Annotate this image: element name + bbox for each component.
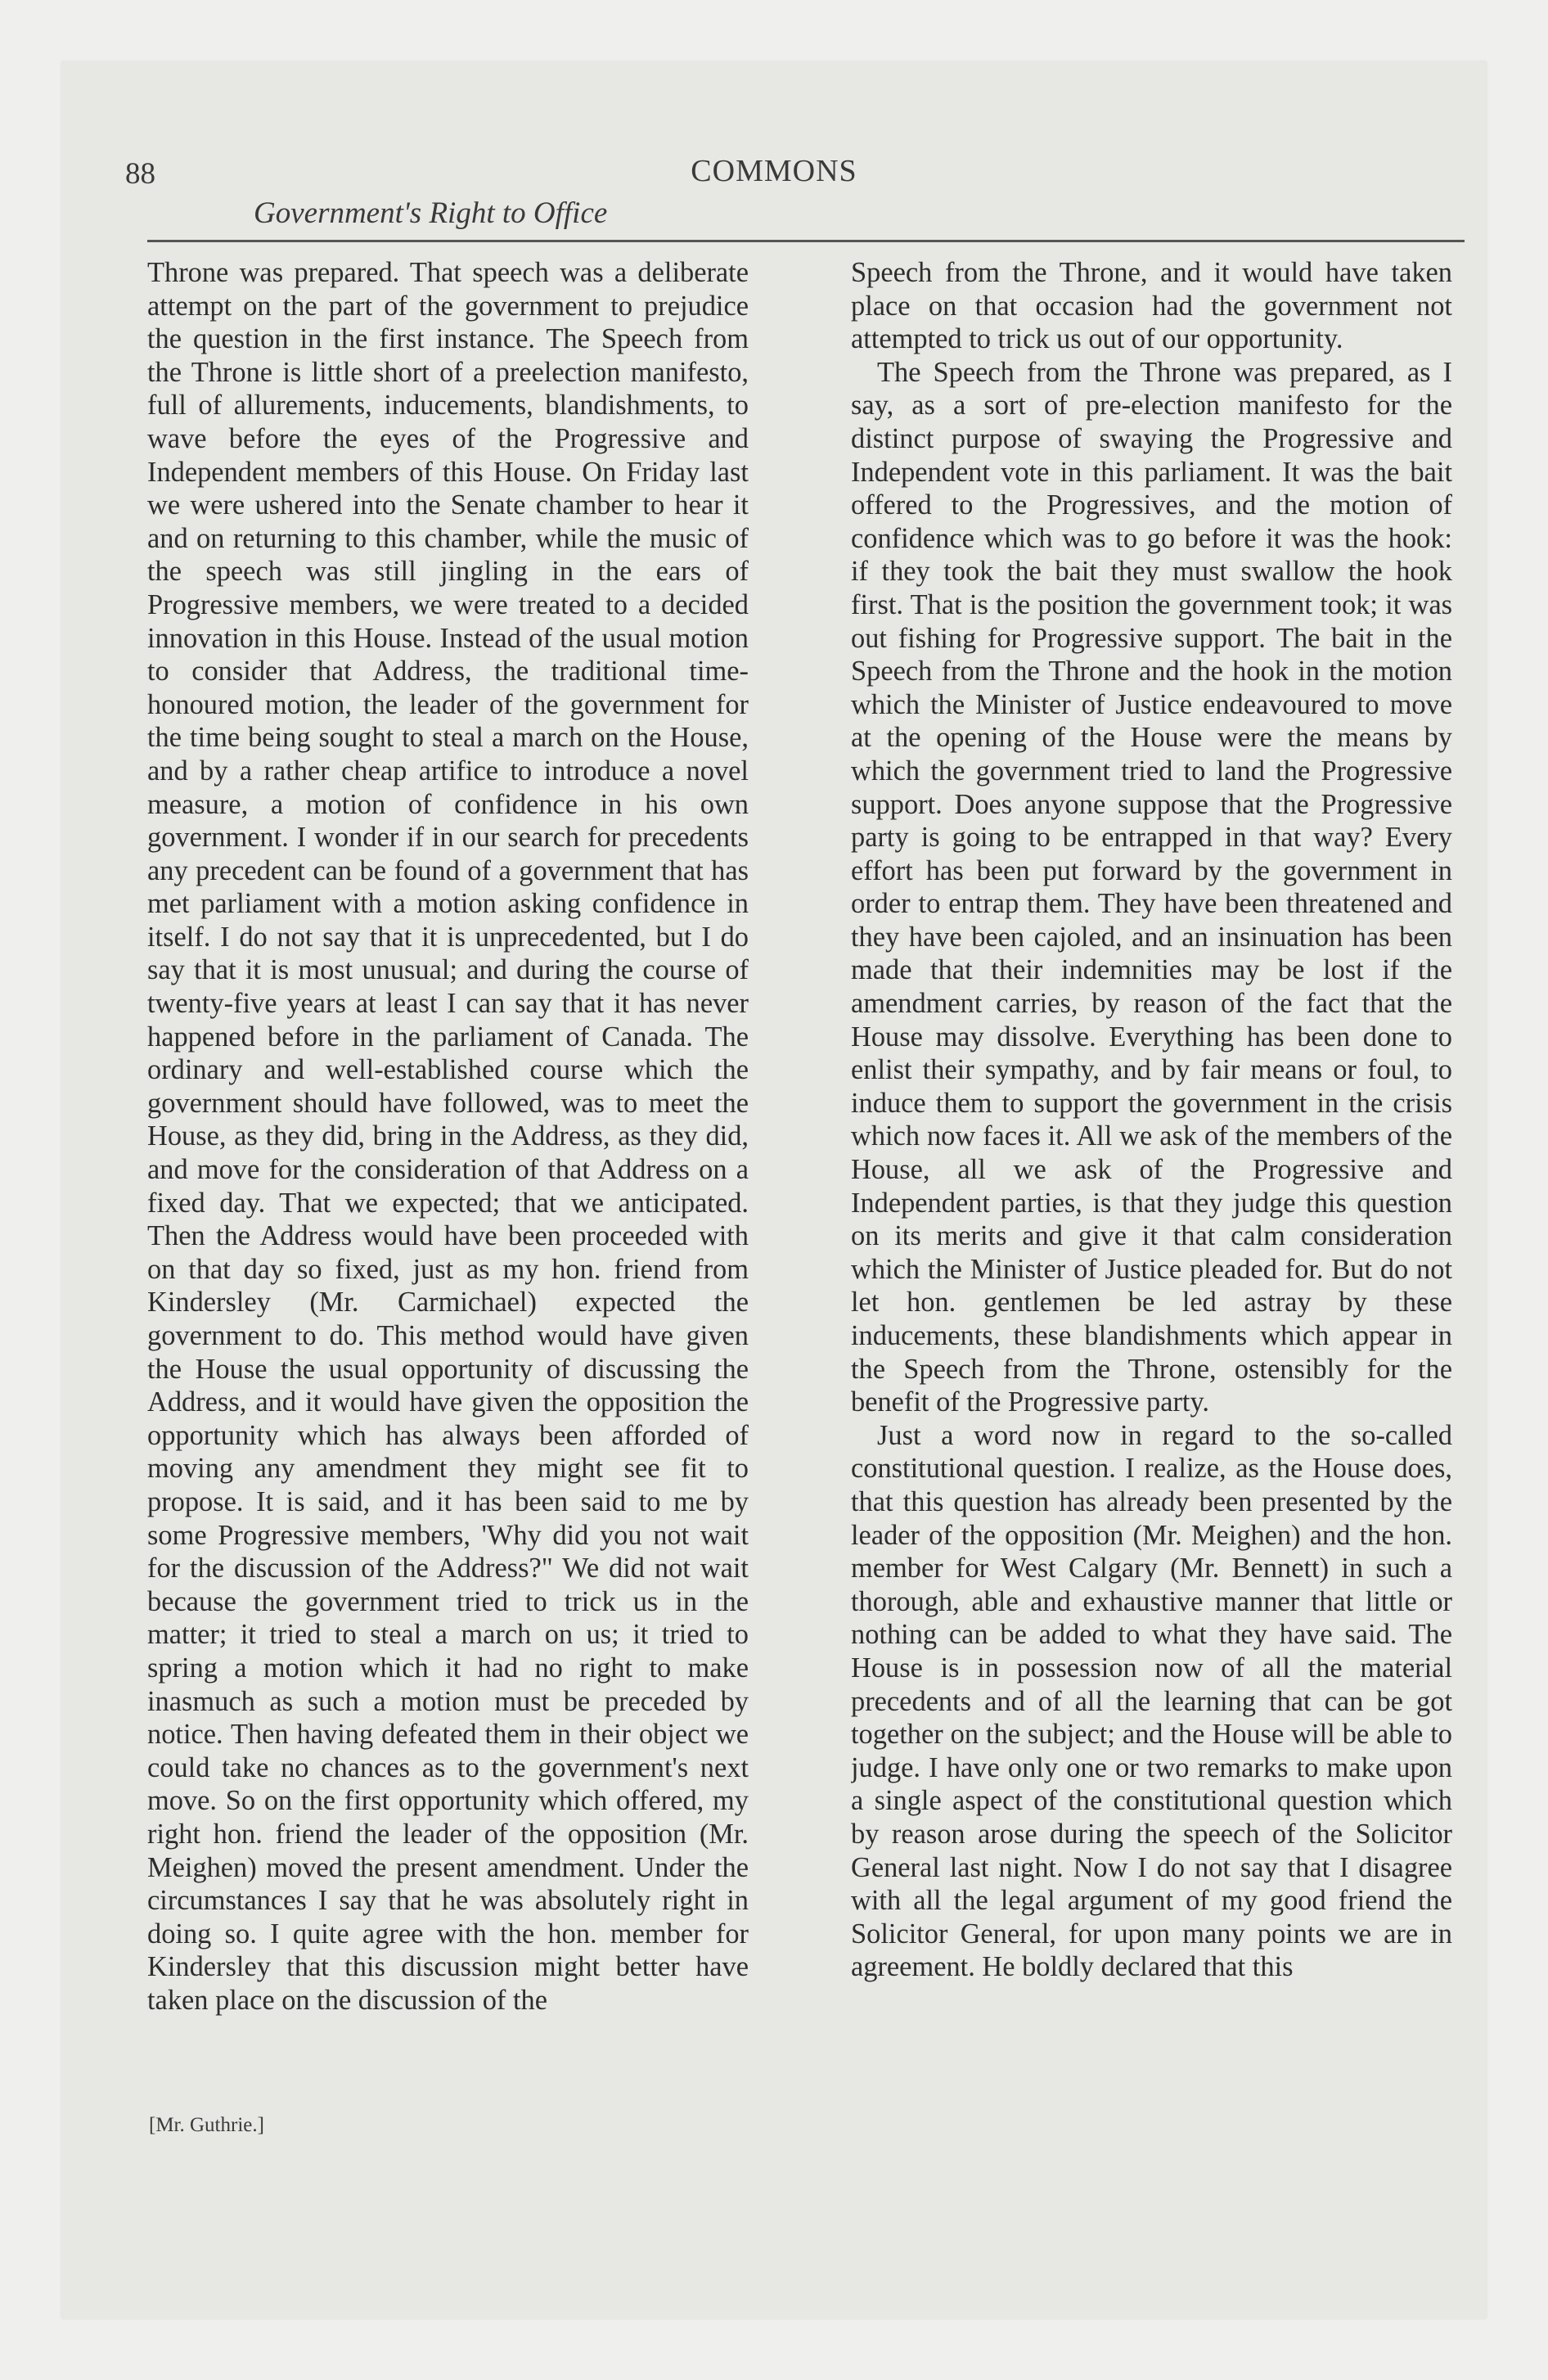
page-number: 88 [125,157,155,191]
document-page [61,61,1487,2319]
speaker-tag: [Mr. Guthrie.] [149,2114,264,2136]
section-subheader: Government's Right to Office [254,196,608,230]
paragraph: The Speech from the Throne was prepared, as I say, as a sort of pre-election manifesto for the distinct purpose of swaying the Progressive and Independent vote in this parliament. It was the bait offered to the Progressives, and the motion of confidence which was to go before it was the hook: if they took the bait they must swallow the hook first. That is the position the government took; it was out fishing for Progressive support. The bait in the Speech from the Throne and the hook in the motion which the Minister of Justice endeavoured to move at the opening of the House were the means by which the government tried to land the Progressive support. Does anyone suppose that the Progressive party is going to be entrapped in that way? Every effort has been put forward by the government in order to entrap them. They have been threatened and they have been cajoled, and an insinuation has been made that their indemnities may be lost if the amendment carries, by reason of the fact that the House may dissolve. Everything has been done to enlist their sympathy, and by fair means or foul, to induce them to support the government in the crisis which now faces it. All we ask of the members of the House, all we ask of the Progressive and Independent parties, is that they judge this question on its merits and give it that calm consideration which the Minister of Justice pleaded for. But do not let hon. gentlemen be led astray by these inducements, these blandishments which appear in the Speech from the Throne, ostensibly for the benefit of the Progressive party. [851,356,1452,1418]
running-header-title: COMMONS [691,154,857,188]
left-column [147,256,749,2122]
header-rule [147,240,1465,242]
right-column [851,256,1452,2122]
paragraph: Throne was prepared. That speech was a deliberate attempt on the part of the government to prejudice the question in the first instance. The Speech from the Throne is little short of a preelection manifesto, full of allurements, inducements, blandishments, to wave before the eyes of the Progressive and Independent members of this House. On Friday last we were ushered into the Senate chamber to hear it and on returning to this chamber, while the music of the speech was still jingling in the ears of Progressive members, we were treated to a decided innovation in this House. Instead of the usual motion to consider that Address, the traditional time-honoured motion, the leader of the government for the time being sought to steal a march on the House, and by a rather cheap artifice to introduce a novel measure, a motion of confidence in his own government. I wonder if in our search for precedents any precedent can be found of a government that has met parliament with a motion asking confidence in itself. I do not say that it is unprecedented, but I do say that it is most unusual; and during the course of twenty-five years at least I can say that it has never happened before in the parliament of Canada. The ordinary and well-established course which the government should have followed, was to meet the House, as they did, bring in the Address, as they did, and move for the consideration of that Address on a fixed day. That we expected; that we anticipated. Then the Address would have been proceeded with on that day so fixed, just as my hon. friend from Kindersley (Mr. Carmichael) expected the government to do. This method would have given the House the usual opportunity of discussing the Address, and it would have given the opposition the opportunity which has always been afforded of moving any amendment they might see fit to propose. It is said, and it has been said to me by some Progressive members, 'Why did you not wait for the discussion of the Address?" We did not wait because the government tried to trick us in the matter; it tried to steal a march on us; it tried to spring a motion which it had no right to make inasmuch as such a motion must be preceded by notice. Then having defeated them in their object we could take no chances as to the government's next move. So on the first opportunity which offered, my right hon. friend the leader of the opposition (Mr. Meighen) moved the present amendment. Under the circumstances I say that he was absolutely right in doing so. I quite agree with the hon. member for Kindersley that this discussion might better have taken place on the discussion of the [147,257,749,2016]
paragraph: Just a word now in regard to the so-called constitutional question. I realize, as the House does, that this question has already been presented by the leader of the opposition (Mr. Meighen) and the hon. member for West Calgary (Mr. Bennett) in such a thorough, able and exhaustive manner that little or nothing can be added to what they have said. The House is in possession now of all the material precedents and of all the learning that can be got together on the subject; and the House will be able to judge. I have only one or two remarks to make upon a single aspect of the constitutional question which by reason arose during the speech of the Solicitor General last night. Now I do not say that I disagree with all the legal argument of my good friend the Solicitor General, for upon many points we are in agreement. He boldly declared that this [851,1419,1452,1983]
paragraph: Speech from the Throne, and it would have taken place on that occasion had the government not attempted to trick us out of our opportunity. [851,257,1452,355]
